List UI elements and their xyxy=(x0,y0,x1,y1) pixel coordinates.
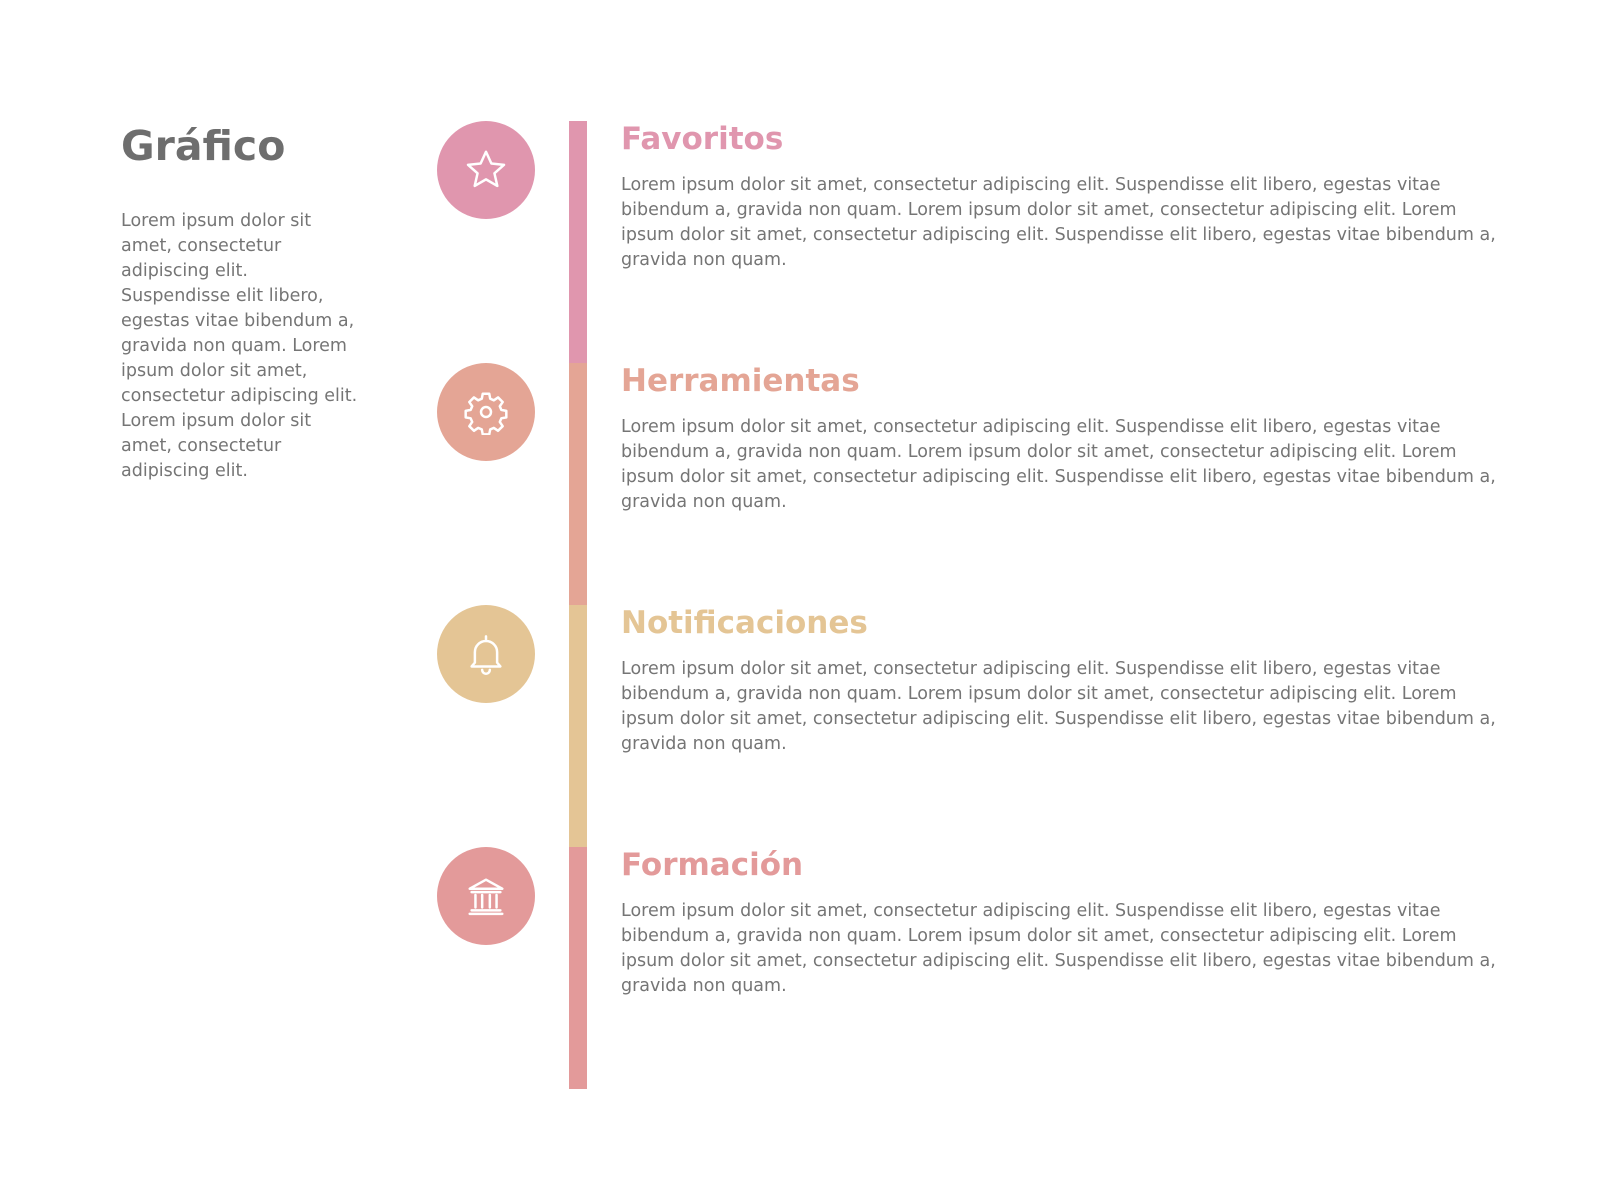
timeline-bar-segment xyxy=(569,121,587,363)
item-icon-circle xyxy=(437,121,535,219)
timeline-bar-segment xyxy=(569,363,587,605)
gear-icon xyxy=(463,389,509,435)
page-title: Gráfico xyxy=(121,122,286,170)
item-heading: Herramientas xyxy=(621,363,860,399)
timeline-bar-segment xyxy=(569,605,587,847)
item-heading: Formación xyxy=(621,847,804,883)
timeline-bar-segment xyxy=(569,847,587,1089)
item-icon-circle xyxy=(437,363,535,461)
item-heading: Favoritos xyxy=(621,121,784,157)
timeline-item-favoritos xyxy=(0,121,1600,363)
timeline-item-notificaciones xyxy=(0,605,1600,847)
timeline-item-herramientas xyxy=(0,363,1600,605)
item-icon-circle xyxy=(437,847,535,945)
star-icon xyxy=(463,147,509,193)
timeline-item-formacion xyxy=(0,847,1600,1089)
bank-icon xyxy=(463,873,509,919)
item-text: Lorem ipsum dolor sit amet, consectetur adipiscing elit. Suspendisse elit libero, egestas vitae bibendum a, gravida non quam. Lorem ipsum dolor sit amet, consectetur adipiscing elit. Lorem ipsum dolor sit amet, consectetur adipiscing elit. Suspendisse elit libero, egestas vitae bibendum a, gravida non quam. xyxy=(621,175,1496,270)
bell-icon xyxy=(463,631,509,677)
item-heading: Notificaciones xyxy=(621,605,868,641)
intro-text: Lorem ipsum dolor sit amet, consectetur adipiscing elit. Suspendisse elit libero, egestas vitae bibendum a, gravida non quam. Lorem ipsum dolor sit amet, consectetur adipiscing elit. Lorem ipsum dolor sit amet, consectetur adipiscing elit. xyxy=(121,211,358,481)
item-text: Lorem ipsum dolor sit amet, consectetur adipiscing elit. Suspendisse elit libero, egestas vitae bibendum a, gravida non quam. Lorem ipsum dolor sit amet, consectetur adipiscing elit. Lorem ipsum dolor sit amet, consectetur adipiscing elit. Suspendisse elit libero, egestas vitae bibendum a, gravida non quam. xyxy=(621,901,1496,996)
item-text: Lorem ipsum dolor sit amet, consectetur adipiscing elit. Suspendisse elit libero, egestas vitae bibendum a, gravida non quam. Lorem ipsum dolor sit amet, consectetur adipiscing elit. Lorem ipsum dolor sit amet, consectetur adipiscing elit. Suspendisse elit libero, egestas vitae bibendum a, gravida non quam. xyxy=(621,417,1496,512)
item-text: Lorem ipsum dolor sit amet, consectetur adipiscing elit. Suspendisse elit libero, egestas vitae bibendum a, gravida non quam. Lorem ipsum dolor sit amet, consectetur adipiscing elit. Lorem ipsum dolor sit amet, consectetur adipiscing elit. Suspendisse elit libero, egestas vitae bibendum a, gravida non quam. xyxy=(621,659,1496,754)
item-icon-circle xyxy=(437,605,535,703)
